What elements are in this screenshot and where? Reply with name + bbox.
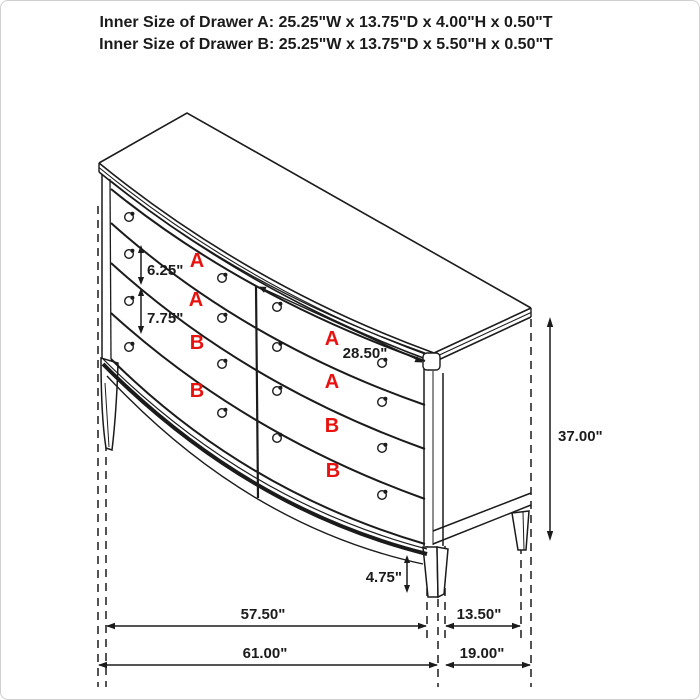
arrow-right-icon xyxy=(418,623,427,629)
arrow-down-icon xyxy=(138,326,144,334)
apron-heavy-curve xyxy=(103,364,427,554)
knob-icon xyxy=(378,443,388,453)
arrow-down-icon xyxy=(404,585,410,593)
apron-lower-curve xyxy=(107,376,423,564)
knob-icon xyxy=(218,408,228,418)
dim-line xyxy=(260,288,422,362)
back-right-leg-shape xyxy=(512,511,529,550)
knob-icon xyxy=(378,397,388,407)
dimension-leg-height xyxy=(366,555,410,593)
knob-icon xyxy=(273,386,283,396)
knob-icon xyxy=(125,342,135,352)
drawer-letter-right-row1: A xyxy=(324,328,340,350)
dimension-side-width xyxy=(445,606,521,629)
dim-label-57-50: 57.50" xyxy=(240,606,286,623)
arrow-left-icon xyxy=(445,623,454,629)
dim-label-19-00: 19.00" xyxy=(459,645,505,662)
knob-icon xyxy=(218,359,228,369)
knob-icon xyxy=(218,273,228,283)
knob-icon xyxy=(218,313,228,323)
arrow-left-icon xyxy=(106,623,115,629)
drawer-letter-left-row3: B xyxy=(189,332,205,354)
dim-label-6-25: 6.25" xyxy=(147,262,184,279)
corner-post-top-block xyxy=(423,353,440,370)
drawer-letter-right-row2: A xyxy=(324,371,340,393)
arrow-down-icon xyxy=(547,531,553,541)
arrow-up-icon xyxy=(547,317,553,327)
diagram-title xyxy=(99,14,553,53)
knob-icon xyxy=(125,212,135,222)
arrow-right-icon xyxy=(522,662,531,668)
dimension-drawer-section-width xyxy=(258,287,423,363)
center-divider xyxy=(256,286,258,498)
back-right-leg xyxy=(512,511,529,550)
dim-label-28-50: 28.50" xyxy=(342,345,388,362)
dim-label-37-00: 37.00" xyxy=(558,428,603,445)
knob-icon xyxy=(273,302,283,312)
dim-label-7-75: 7.75" xyxy=(147,310,184,327)
knob-icon xyxy=(125,296,135,306)
drawer-letter-left-row1: A xyxy=(189,250,205,272)
arrow-up-icon xyxy=(404,555,410,563)
dimension-overall-depth xyxy=(445,645,531,668)
arrow-right-icon xyxy=(512,623,521,629)
drawer-letter-left-row4: B xyxy=(189,380,205,402)
arrow-right-icon xyxy=(429,662,438,668)
dimension-drawer-b-front-height xyxy=(138,288,183,334)
dimension-front-width xyxy=(106,606,427,629)
left-stile-inner-edge xyxy=(110,179,111,359)
arrow-down-icon xyxy=(138,277,144,285)
front-right-leg-side-face xyxy=(437,547,448,597)
knob-icon xyxy=(378,490,388,500)
dim-label-4-75: 4.75" xyxy=(365,569,402,586)
arrow-left-icon xyxy=(98,662,107,668)
drawer-letter-right-row4: B xyxy=(325,460,341,482)
knob-icon xyxy=(125,249,135,258)
dim-label-13-50: 13.50" xyxy=(456,606,502,623)
knob-icon xyxy=(273,342,283,352)
front-face xyxy=(102,174,427,564)
drawer-letter-right-row3: B xyxy=(324,415,340,437)
dresser-diagram-canvas xyxy=(1,1,700,700)
knob-icon xyxy=(273,433,283,443)
dimension-overall-width xyxy=(98,645,438,668)
dim-label-61-00: 61.00" xyxy=(242,645,288,662)
dimension-overall-height xyxy=(547,317,603,541)
title-line-drawer-b: Inner Size of Drawer B: 25.25"W x 13.75"D x 5.50"H x 0.50"T xyxy=(99,36,553,53)
arrow-left-icon xyxy=(445,662,454,668)
drawer-letter-left-row2: A xyxy=(188,289,204,311)
title-line-drawer-a: Inner Size of Drawer A: 25.25"W x 13.75"D x 4.00"H x 0.50"T xyxy=(99,14,553,31)
